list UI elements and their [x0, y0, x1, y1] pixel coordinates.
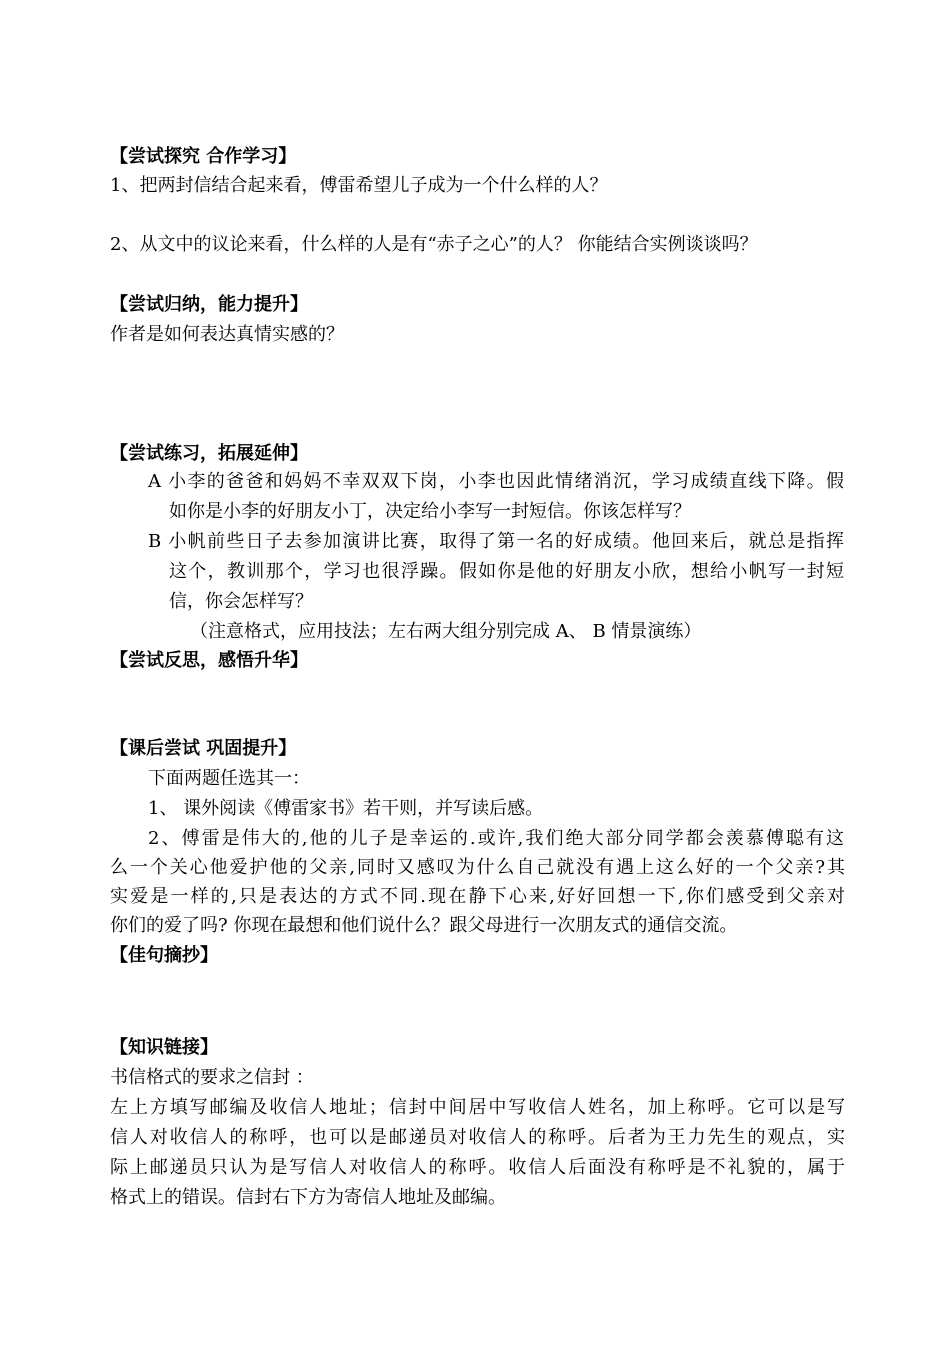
section-heading-homework: 【课后尝试 巩固提升】 — [110, 738, 297, 759]
knowledge-subtitle: 书信格式的要求之信封 ： — [110, 1067, 314, 1088]
homework-item-1: 1、 课外阅读《傅雷家书》若干则，并写读后感。 — [148, 798, 544, 819]
summary-question: 作者是如何表达真情实感的？ — [110, 324, 344, 345]
section-heading-knowledge: 【知识链接】 — [110, 1037, 218, 1058]
section-heading-explore: 【尝试探究 合作学习】 — [110, 146, 297, 167]
question-2: 2、从文中的议论来看，什么样的人是有“赤子之心”的人？ 你能结合实例谈谈吗？ — [110, 234, 758, 255]
practice-b-line-2: 这个，教训那个，学习也很浮躁。假如你是他的好朋友小欣，想给小帆写一封短 — [169, 561, 844, 582]
homework-item-2-line-4: 你们的爱了吗? 你现在最想和他们说什么？跟父母进行一次朋友式的通信交流。 — [110, 915, 738, 936]
homework-item-2-line-3: 实爱是一样的,只是表达的方式不同.现在静下心来,好好回想一下,你们感受到父亲对 — [110, 886, 845, 907]
knowledge-para-line-1: 左上方填写邮编及收信人地址；信封中间居中写收信人姓名，加上称呼。它可以是写 — [110, 1097, 845, 1118]
section-heading-quotes: 【佳句摘抄】 — [110, 945, 218, 966]
homework-item-2-line-2: 么一个关心他爱护他的父亲,同时又感叹为什么自己就没有遇上这么好的一个父亲?其 — [110, 857, 845, 878]
section-heading-practice: 【尝试练习，拓展延伸】 — [110, 443, 308, 464]
knowledge-para-line-4: 格式上的错误。信封右下方为寄信人地址及邮编。 — [110, 1187, 506, 1208]
knowledge-para-line-2: 信人对收信人的称呼，也可以是邮递员对收信人的称呼。后者为王力先生的观点，实 — [110, 1127, 845, 1148]
practice-b-line-1: B 小帆前些日子去参加演讲比赛，取得了第一名的好成绩。他回来后，就总是指挥 — [148, 531, 844, 552]
practice-a-line-2: 如你是小李的好朋友小丁，决定给小李写一封短信。你该怎样写？ — [169, 501, 691, 522]
section-heading-reflect: 【尝试反思，感悟升华】 — [110, 650, 308, 671]
practice-b-line-3: 信，你会怎样写？ — [169, 591, 313, 612]
homework-intro: 下面两题任选其一： — [148, 768, 310, 789]
question-1: 1、把两封信结合起来看，傅雷希望儿子成为一个什么样的人？ — [110, 175, 608, 196]
practice-note: （注意格式，应用技法；左右两大组分别完成 A、 B 情景演练） — [190, 621, 702, 642]
practice-a-line-1: A 小李的爸爸和妈妈不幸双双下岗，小李也因此情绪消沉，学习成绩直线下降。假 — [148, 471, 844, 492]
section-heading-summary: 【尝试归纳，能力提升】 — [110, 294, 308, 315]
homework-item-2-line-1: 2、傅雷是伟大的,他的儿子是幸运的.或许,我们绝大部分同学都会羡慕傅聪有这 — [148, 828, 844, 849]
knowledge-para-line-3: 际上邮递员只认为是写信人对收信人的称呼。收信人后面没有称呼是不礼貌的，属于 — [110, 1157, 845, 1178]
